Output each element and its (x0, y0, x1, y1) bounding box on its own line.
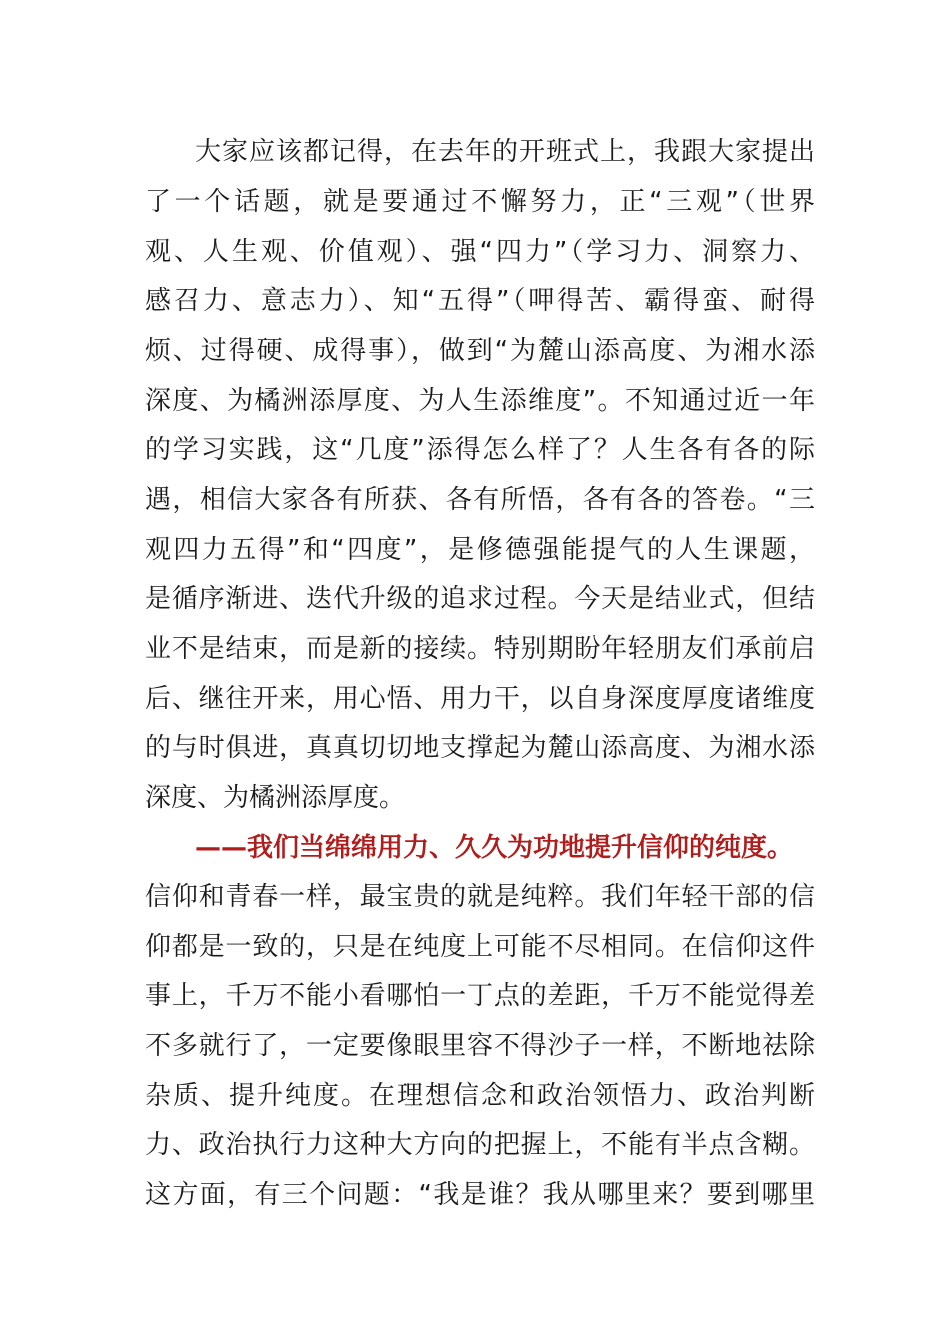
paragraph-2-line-1: 信仰和青春一样，最宝贵的就是纯粹。我们年轻干部的信 (145, 882, 815, 912)
paragraph-2-line-3: 事上，千万不能小看哪怕一丁点的差距，千万不能觉得差 (145, 981, 815, 1011)
paragraph-1-line-3: 观、人生观、价值观）、强“四力”（学习力、洞察力、 (145, 237, 815, 267)
paragraph-1-line-8: 遇，相信大家各有所获、各有所悟，各有各的答卷。“三 (145, 485, 815, 515)
paragraph-1-line-4: 感召力、意志力）、知“五得”（呷得苦、霸得蛮、耐得 (145, 286, 815, 316)
paragraph-1-line-1: 大家应该都记得，在去年的开班式上，我跟大家提出 (195, 137, 815, 167)
paragraph-2-line-6: 力、政治执行力这种大方向的把握上，不能有半点含糊。 (145, 1130, 815, 1160)
paragraph-2-line-7: 这方面，有三个问题：“我是谁？我从哪里来？要到哪里 (145, 1180, 815, 1210)
paragraph-1-line-13: 的与时俱进，真真切切地支撑起为麓山添高度、为湘水添 (145, 733, 815, 763)
paragraph-1-line-7: 的学习实践，这“几度”添得怎么样了？人生各有各的际 (145, 435, 815, 465)
paragraph-2-line-4: 不多就行了，一定要像眼里容不得沙子一样，不断地祛除 (145, 1031, 815, 1061)
paragraph-1-line-11: 业不是结束，而是新的接续。特别期盼年轻朋友们承前启 (145, 634, 815, 664)
paragraph-1-line-5: 烦、过得硬、成得事），做到“为麓山添高度、为湘水添 (145, 336, 815, 366)
paragraph-1-line-9: 观四力五得”和“四度”，是修德强能提气的人生课题， (145, 535, 815, 565)
section-heading: ——我们当绵绵用力、久久为功地提升信仰的纯度。 (195, 833, 794, 863)
paragraph-2-line-5: 杂质、提升纯度。在理想信念和政治领悟力、政治判断 (145, 1081, 815, 1111)
paragraph-1-line-2: 了一个话题，就是要通过不懈努力，正“三观”（世界 (145, 187, 815, 217)
paragraph-1-line-14: 深度、为橘洲添厚度。 (145, 783, 406, 813)
paragraph-1-line-10: 是循序渐进、迭代升级的追求过程。今天是结业式，但结 (145, 584, 815, 614)
paragraph-1-line-6: 深度、为橘洲添厚度、为人生添维度”。不知通过近一年 (145, 386, 815, 416)
paragraph-1-line-12: 后、继往开来，用心悟、用力干，以自身深度厚度诸维度 (145, 684, 815, 714)
paragraph-2-line-2: 仰都是一致的，只是在纯度上可能不尽相同。在信仰这件 (145, 932, 815, 962)
